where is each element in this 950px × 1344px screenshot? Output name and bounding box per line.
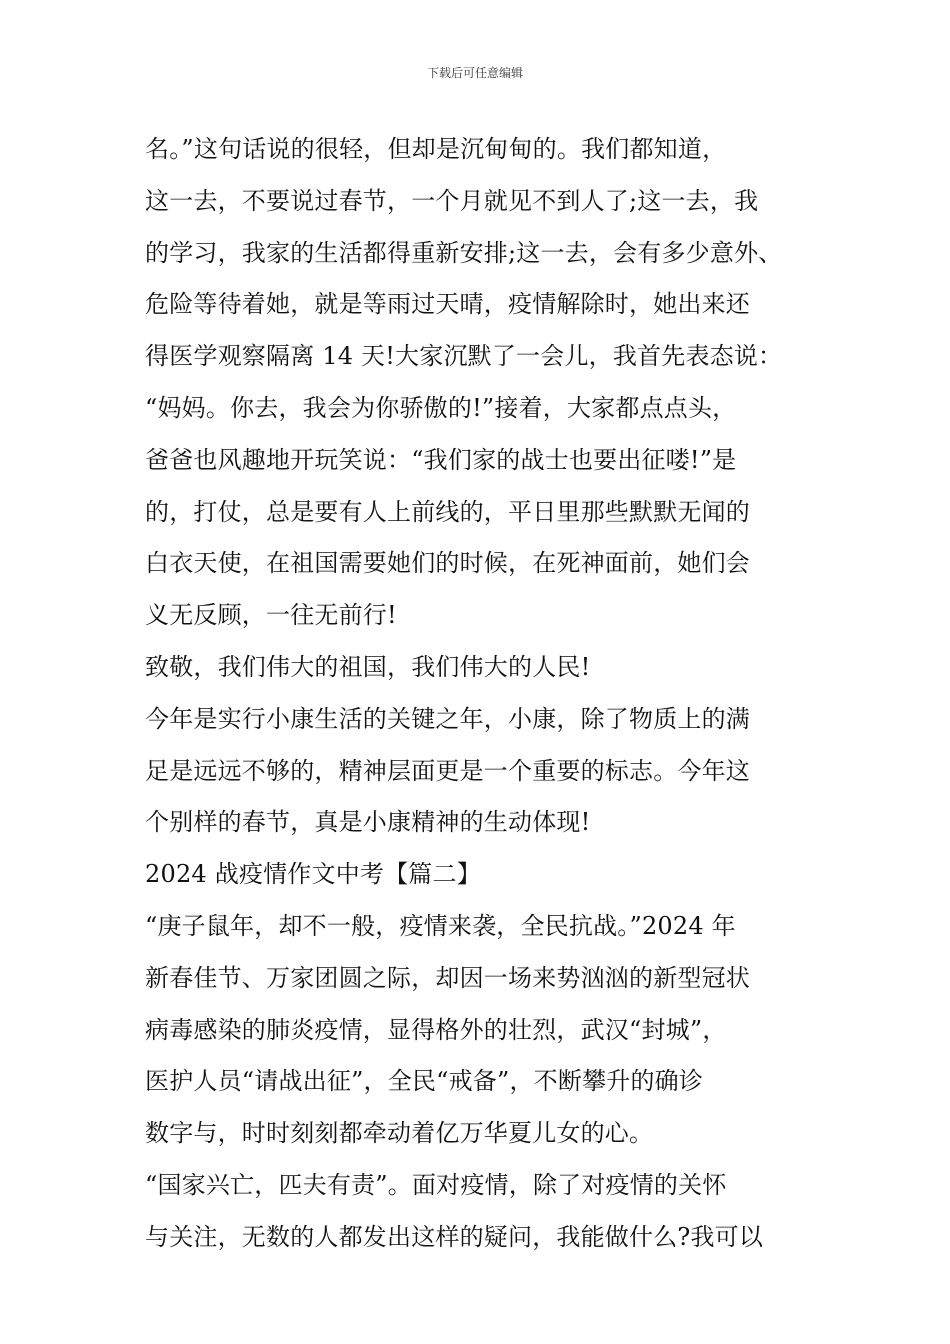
text-line: 致敬，我们伟大的祖国，我们伟大的人民! — [145, 652, 591, 681]
text-line: “国家兴亡，匹夫有责”。面对疫情，除了对疫情的关怀 — [145, 1170, 727, 1199]
text-line: 今年是实行小康生活的关键之年，小康，除了物质上的满 — [145, 704, 750, 733]
text-line: 个别样的春节，真是小康精神的生动体现! — [145, 808, 591, 837]
text-line: 名。”这句话说的很轻，但却是沉甸甸的。我们都知道， — [145, 135, 727, 163]
section-heading: 2024 战疫情作文中考【篇二】 — [145, 860, 481, 889]
text-line: 足是远远不够的，精神层面更是一个重要的标志。今年这 — [145, 756, 750, 785]
text-line: 新春佳节、万家团圆之际，却因一场来势汹汹的新型冠状 — [145, 963, 750, 992]
text-line: 义无反顾，一往无前行! — [145, 601, 397, 630]
text-line: “庚子鼠年，却不一般，疫情来袭，全民抗战。”2024 年 — [145, 911, 736, 940]
text-line: 得医学观察隔离 14 天!大家沉默了一会儿，我首先表态说： — [145, 342, 783, 371]
text-line: “妈妈。你去，我会为你骄傲的!”接着，大家都点点头， — [145, 393, 737, 422]
text-line: 爸爸也风趣地开玩笑说：“我们家的战士也要出征喽!”是 — [145, 445, 737, 474]
text-line: 病毒感染的肺炎疫情，显得格外的壮烈，武汉“封城”， — [145, 1015, 727, 1044]
text-line: 数字与，时时刻刻都牵动着亿万华夏儿女的心。 — [145, 1119, 654, 1148]
text-line: 医护人员“请战出征”，全民“戒备”，不断攀升的确诊 — [145, 1067, 704, 1096]
text-line: 的学习，我家的生活都得重新安排;这一去，会有多少意外、 — [145, 238, 783, 267]
text-line: 白衣天使，在祖国需要她们的时候，在死神面前，她们会 — [145, 549, 750, 578]
document-body — [145, 124, 835, 1264]
text-line: 与关注，无数的人都发出这样的疑问，我能做什么?我可以 — [145, 1222, 764, 1251]
text-line: 这一去，不要说过春节，一个月就见不到人了;这一去，我 — [145, 186, 759, 215]
text-line: 危险等待着她，就是等雨过天晴，疫情解除时，她出来还 — [145, 290, 750, 319]
page-header: 下载后可任意编辑 — [426, 66, 523, 80]
text-line: 的，打仗，总是要有人上前线的，平日里那些默默无闻的 — [145, 497, 750, 526]
